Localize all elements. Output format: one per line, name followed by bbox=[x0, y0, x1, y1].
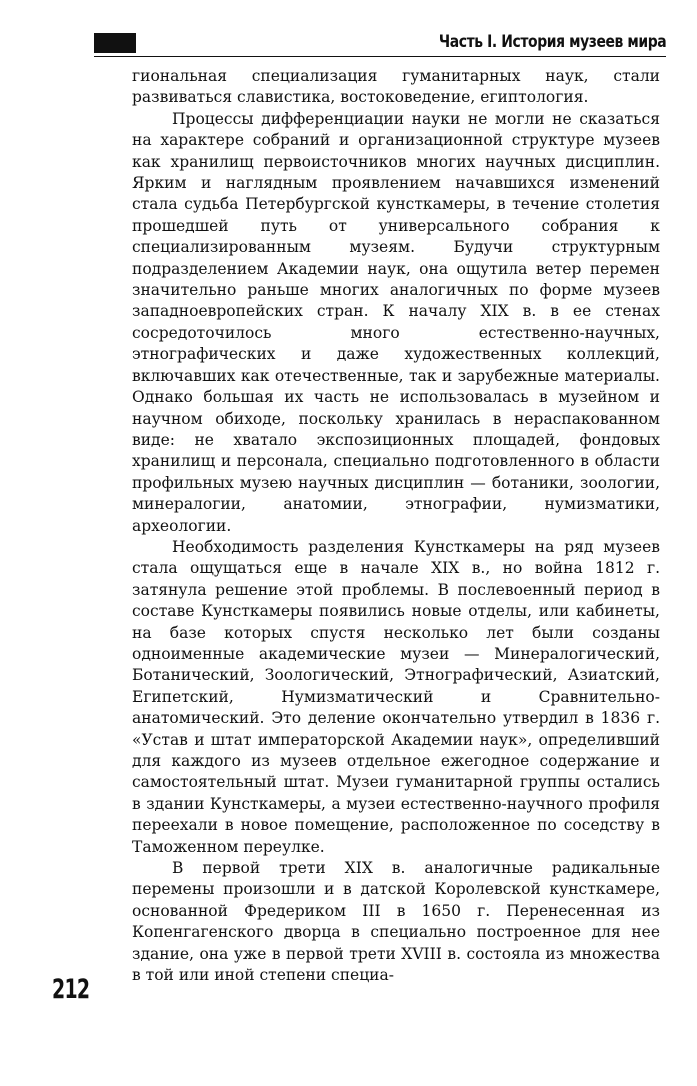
running-header bbox=[94, 31, 666, 57]
paragraph: Процессы дифференциации науки не могли не сказаться на характере собраний и организационной структуре музеев как хранилищ первоисточников многих научных дисциплин. Ярким и наглядным проявлением начавшихся изменений стала судьба Петербургской кунсткамеры, в течение столетия прошедшей путь от универсального собрания к специализированным музеям. Будучи структурным подразделением Академии наук, она ощутила ветер перемен значительно раньше многих аналогичных по форме музеев западноевропейских стран. К началу XIX в. в ее стенах сосредоточилось много естественно-научных, этнографических и даже художественных коллекций, включавших как отечественные, так и зарубежные материалы. Однако большая их часть не использовалась в музейном и научном обиходе, поскольку хранилась в нераспакованном виде: не хватало экспозиционных площадей, фондовых хранилищ и персонала, специально подготовленного в области профильных музею научных дисциплин — ботаники, зоологии, минералогии, анатомии, этнографии, нумизматики, археологии. bbox=[132, 109, 660, 535]
running-title: Часть I. История музеев мира bbox=[438, 32, 666, 52]
header-rule bbox=[94, 56, 666, 57]
page-number: 212 bbox=[52, 974, 90, 1005]
paragraph-continuation: гиональная специализация гуманитарных наук, стали развиваться славистика, востоковедение, египтология. bbox=[132, 67, 660, 107]
header-black-block bbox=[94, 33, 136, 53]
body-text bbox=[132, 66, 660, 986]
paragraph: В первой трети XIX в. аналогичные радикальные перемены произошли и в датской Королевской кунсткамере, основанной Фредериком III в 1650 г. Перенесенная из Копенгагенского дворца в специально построенное для нее здание, она уже в первой трети XVIII в. состояла из множества в той или иной степени специа- bbox=[132, 859, 660, 985]
paragraph: Необходимость разделения Кунсткамеры на ряд музеев стала ощущаться еще в начале XIX в., но война 1812 г. затянула решение этой проблемы. В послевоенный период в составе Кунсткамеры появились новые отделы, или кабинеты, на базе которых спустя несколько лет были созданы одноименные академические музеи — Минералогический, Ботанический, Зоологический, Этнографический, Азиатский, Египетский, Нумизматический и Сравнительно-анатомический. Это деление окончательно утвердил в 1836 г. «Устав и штат императорской Академии наук», определивший для каждого из музеев отдельное ежегодное содержание и самостоятельный штат. Музеи гуманитарной группы остались в здании Кунсткамеры, а музеи естественно-научного профиля переехали в новое помещение, расположенное по соседству в Таможенном переулке. bbox=[132, 537, 660, 856]
